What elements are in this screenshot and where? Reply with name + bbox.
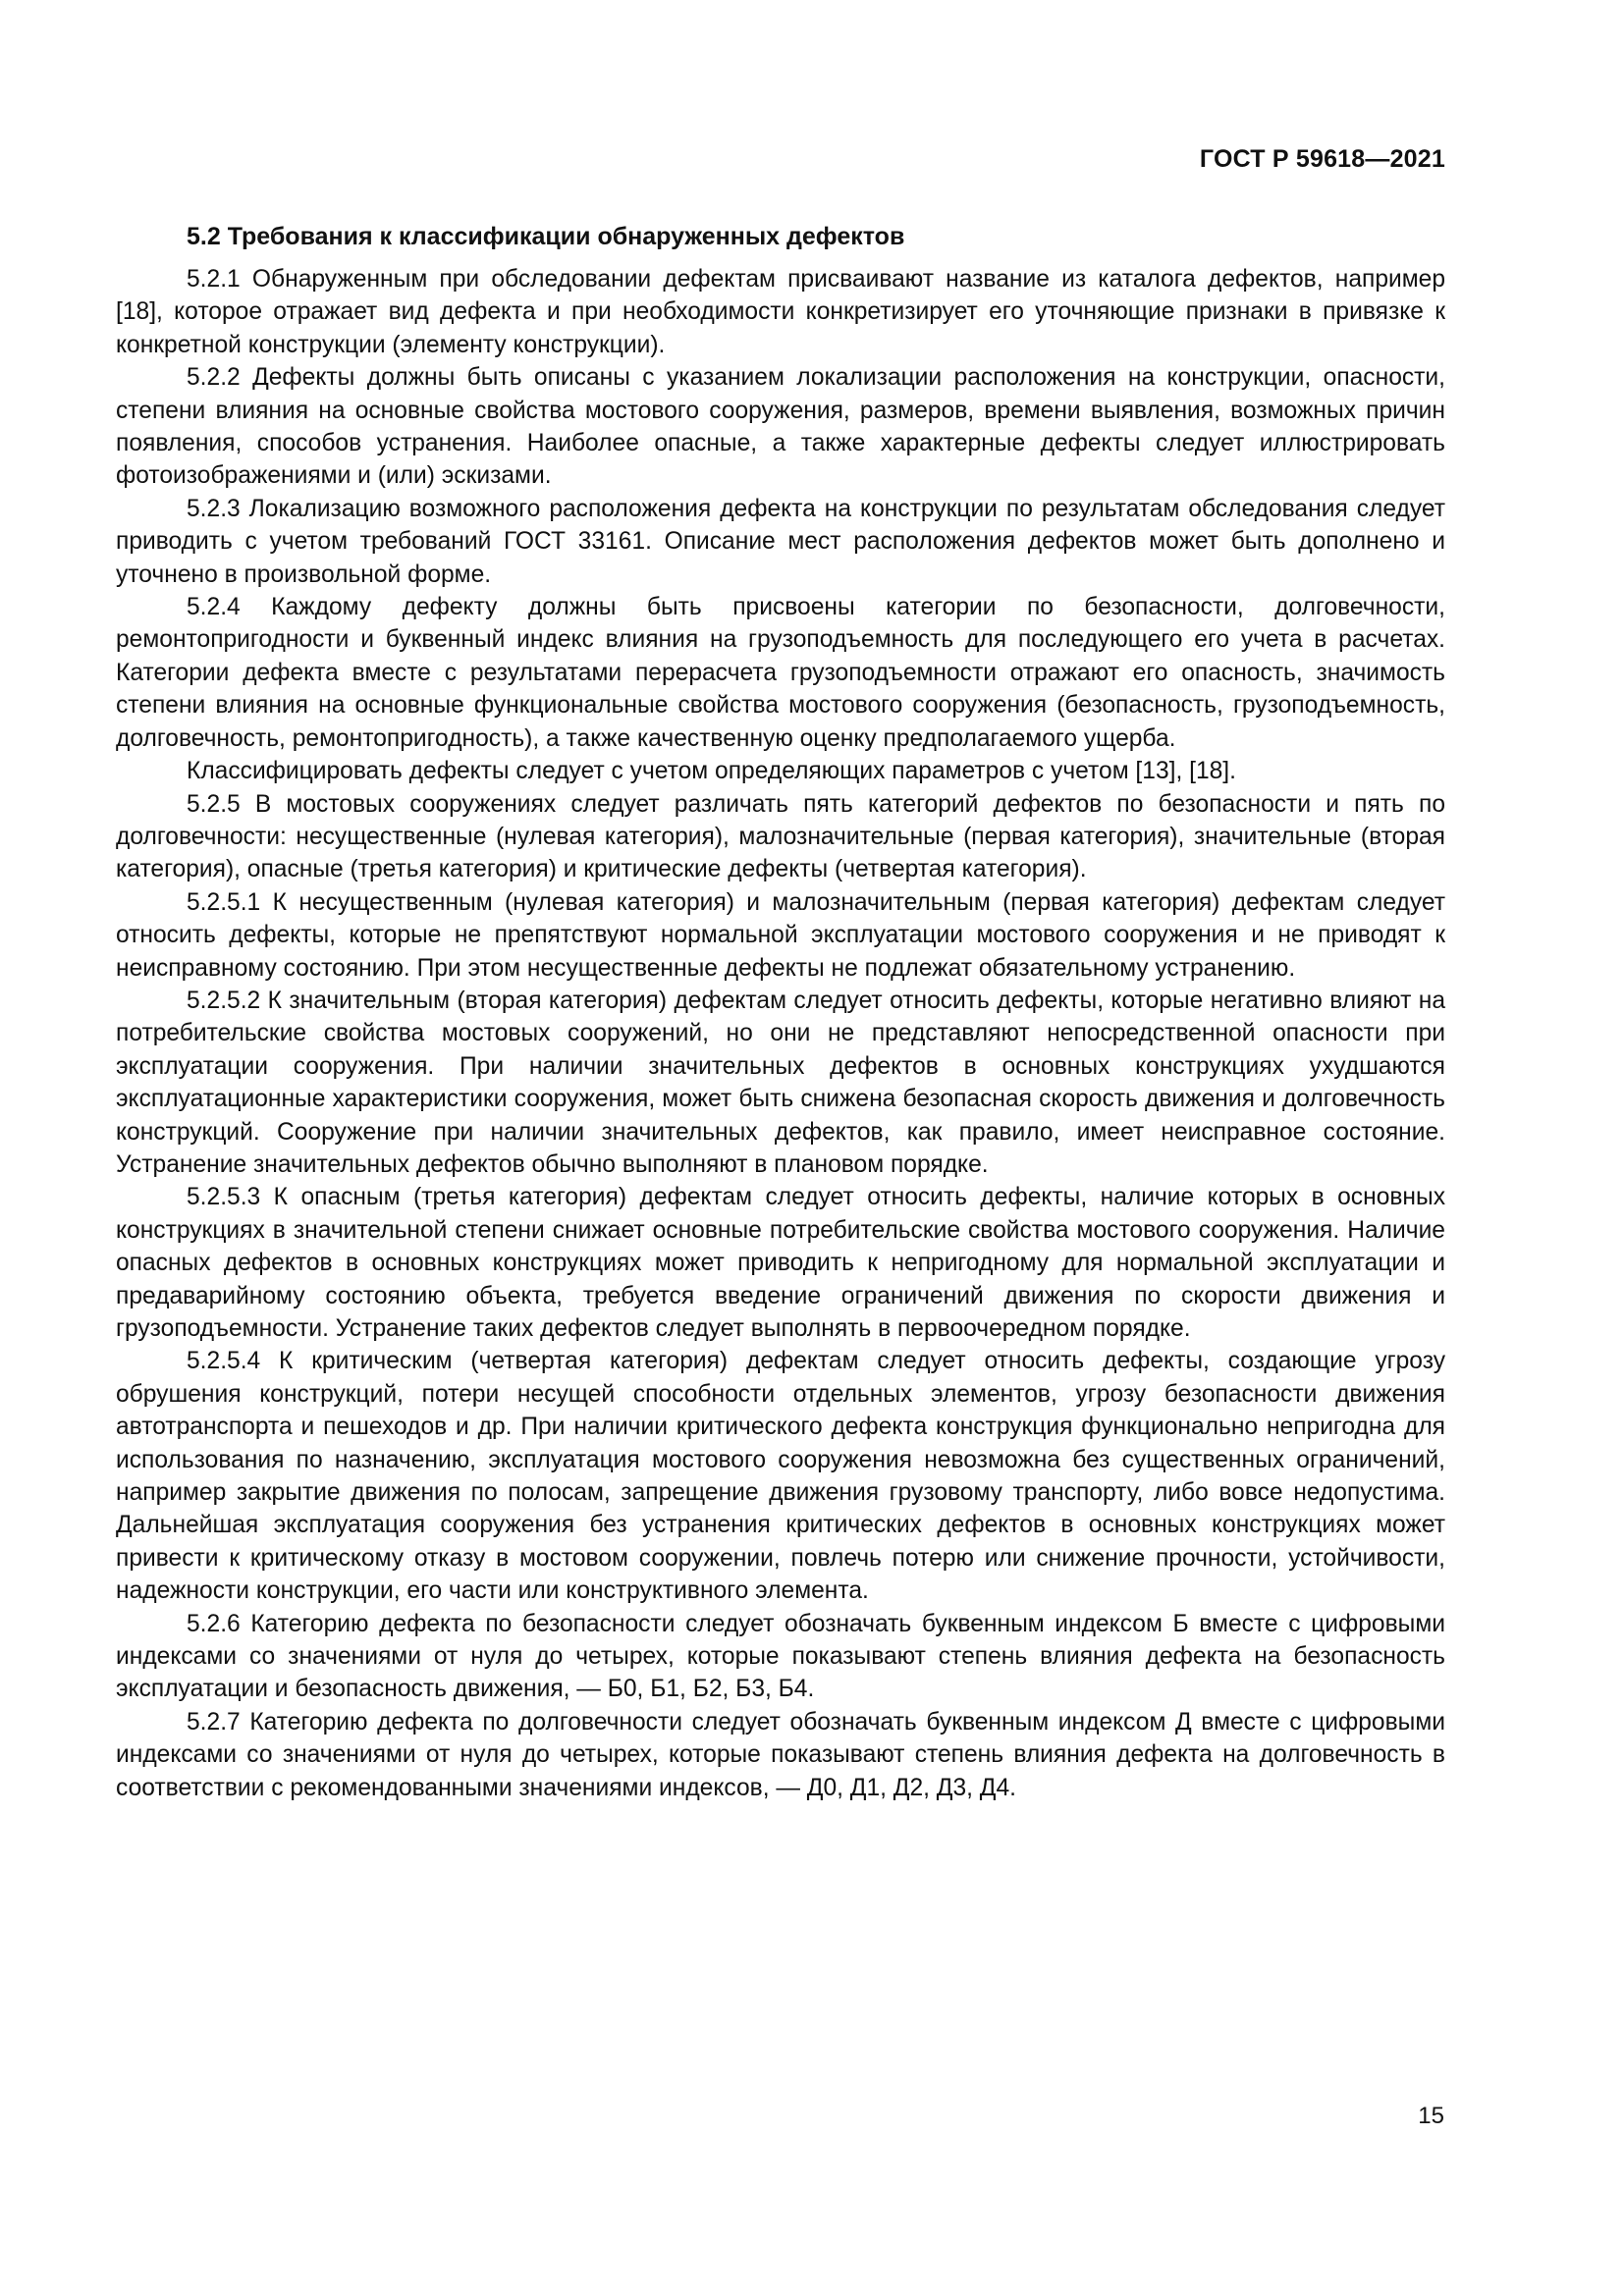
paragraph-5-2-5: 5.2.5 В мостовых сооружениях следует различать пять категорий дефектов по безопасности и пять по долговечности: несущественные (нулевая категория), малозначительные (первая категория), значительные (вторая категория), опасные (третья категория) и критические дефекты (четвертая категория). <box>116 790 1445 883</box>
section-heading: 5.2 Требования к классификации обнаруженных дефектов <box>187 223 905 250</box>
paragraph-classification-note: Классифицировать дефекты следует с учетом определяющих параметров с учетом [13], [18]. <box>187 758 1236 785</box>
page-number: 15 <box>1418 2103 1444 2129</box>
paragraph-5-2-6: 5.2.6 Категорию дефекта по безопасности следует обозначать буквенным индексом Б вместе с цифровыми индексами со значениями от нуля до четырех, которые показывают степень влияния дефекта на безопасность эксплуатации и безопасность движения, — Б0, Б1, Б2, Б3, Б4. <box>116 1610 1445 1703</box>
paragraph-5-2-7: 5.2.7 Категорию дефекта по долговечности следует обозначать буквенным индексом Д вместе с цифровыми индексами со значениями от нуля до четырех, которые показывают степень влияния дефекта на долговечность в соответствии с рекомендованными значениями индексов, — Д0, Д1, Д2, Д3, Д4. <box>116 1708 1445 1801</box>
paragraph-5-2-5-1: 5.2.5.1 К несущественным (нулевая категория) и малозначительным (первая категория) дефектам следует относить дефекты, которые не препятствуют нормальной эксплуатации мостового сооружения и не приводят к неисправному состоянию. При этом несущественные дефекты не подлежат обязательному устранению. <box>116 888 1445 982</box>
document-body <box>116 221 1445 1804</box>
document-code: ГОСТ Р 59618—2021 <box>1199 145 1445 173</box>
paragraph-5-2-4: 5.2.4 Каждому дефекту должны быть присвоены категории по безопасности, долговечности, ремонтопригодности и буквенный индекс влияния на грузоподъемность для последующего его учета в расчетах. Категории дефекта вместе с результатами перерасчета грузоподъемности отражают его опасность, значимость степени влияния на основные функциональные свойства мостового сооружения (безопасность, грузоподъемность, долговечность, ремонтопригодность), а также качественную оценку предполагаемого ущерба. <box>116 594 1445 752</box>
paragraph-5-2-5-4: 5.2.5.4 К критическим (четвертая категория) дефектам следует относить дефекты, создающие угрозу обрушения конструкций, потери несущей способности отдельных элементов, угрозу безопасности движения автотранспорта и пешеходов и др. При наличии критического дефекта конструкция функционально непригодна для использования по назначению, эксплуатация мостового сооружения невозможна без существенных ограничений, например закрытие движения по полосам, запрещение движения грузовому транспорту, либо вовсе недопустима. Дальнейшая эксплуатация сооружения без устранения критических дефектов в основных конструкциях может привести к критическому отказу в мостовом сооружении, повлечь потерю или снижение прочности, устойчивости, надежности конструкции, его части или конструктивного элемента. <box>116 1348 1445 1605</box>
paragraph-5-2-3: 5.2.3 Локализацию возможного расположения дефекта на конструкции по результатам обследования следует приводить с учетом требований ГОСТ 33161. Описание мест расположения дефектов может быть дополнено и уточнено в произвольной форме. <box>116 495 1445 588</box>
paragraph-5-2-5-2: 5.2.5.2 К значительным (вторая категория) дефектам следует относить дефекты, которые негативно влияют на потребительские свойства мостовых сооружений, но они не представляют непосредственной опасности при эксплуатации сооружения. При наличии значительных дефектов в основных конструкциях ухудшаются эксплуатационные характеристики сооружения, может быть снижена безопасная скорость движения и долговечность конструкций. Сооружение при наличии значительных дефектов, как правило, имеет неисправное состояние. Устранение значительных дефектов обычно выполняют в плановом порядке. <box>116 987 1445 1178</box>
paragraph-5-2-5-3: 5.2.5.3 К опасным (третья категория) дефектам следует относить дефекты, наличие которых в основных конструкциях в значительной степени снижает основные потребительские свойства мостового сооружения. Наличие опасных дефектов в основных конструкциях может приводить к непригодному для нормальной эксплуатации и предаварийному состоянию объекта, требуется введение ограничений движения по скорости движения и грузоподъемности. Устранение таких дефектов следует выполнять в первоочередном порядке. <box>116 1184 1445 1342</box>
paragraph-5-2-1: 5.2.1 Обнаруженным при обследовании дефектам присваивают название из каталога дефектов, например [18], которое отражает вид дефекта и при необходимости конкретизирует его уточняющие признаки в привязке к конкретной конструкции (элементу конструкции). <box>116 266 1445 358</box>
paragraph-5-2-2: 5.2.2 Дефекты должны быть описаны с указанием локализации расположения на конструкции, опасности, степени влияния на основные свойства мостового сооружения, размеров, времени выявления, возможных причин появления, способов устранения. Наиболее опасные, а также характерные дефекты следует иллюстрировать фотоизображениями и (или) эскизами. <box>116 364 1445 490</box>
